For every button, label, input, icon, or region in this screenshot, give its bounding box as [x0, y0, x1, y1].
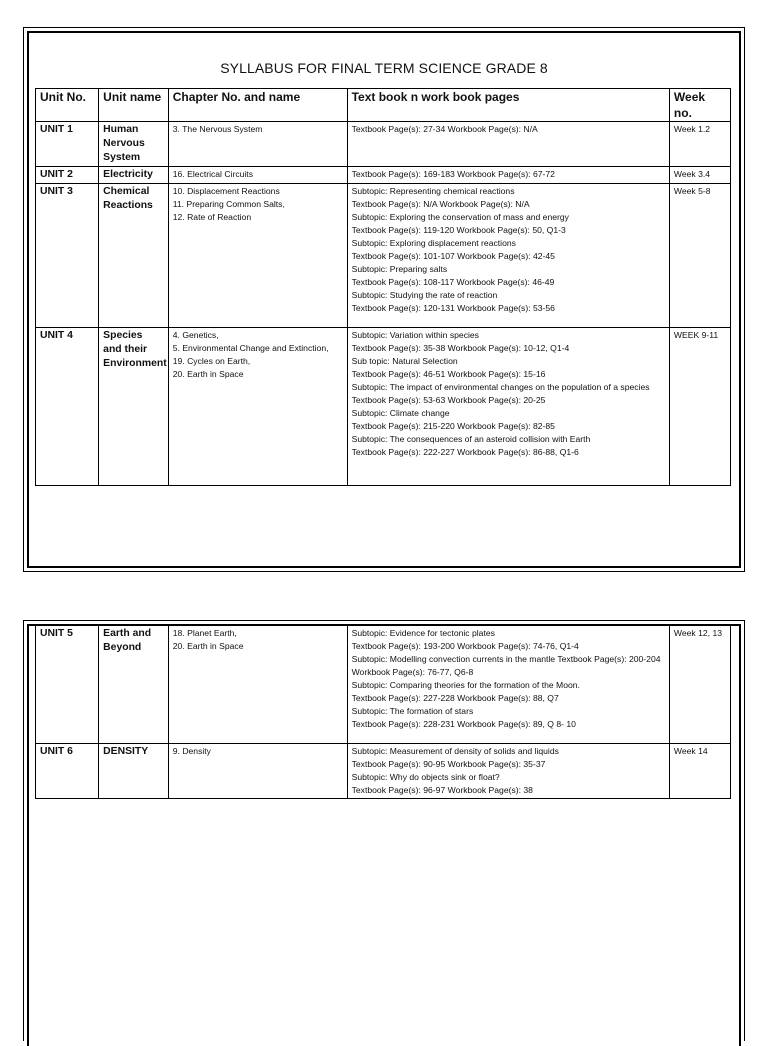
unit-no: UNIT 4	[36, 328, 99, 486]
pages-cell	[347, 122, 669, 167]
pages-cell	[347, 167, 669, 184]
pages-line: Textbook Page(s): 27-34 Workbook Page(s): N/A	[351, 124, 538, 134]
pages-line: Subtopic: Climate change	[351, 408, 450, 418]
unit-no: UNIT 5	[36, 626, 99, 744]
unit-name: Species and their Environment	[99, 328, 169, 486]
unit-name: Electricity	[99, 167, 169, 184]
syllabus-table-page-1	[35, 88, 731, 486]
pages-line: Textbook Page(s): 53-63 Workbook Page(s): 20-25	[351, 395, 546, 405]
table-header-row	[36, 89, 731, 122]
chapter-line: 18. Planet Earth,	[172, 628, 237, 638]
document-title: SYLLABUS FOR FINAL TERM SCIENCE GRADE 8	[220, 60, 548, 76]
pages-line: Textbook Page(s): 46-51 Workbook Page(s): 15-16	[351, 369, 546, 379]
pages-line: Subtopic: Modelling convection currents in the mantle Textbook Page(s): 200-204 Workbook Page(s): 76-77, Q6-8	[351, 654, 661, 677]
header-chapter: Chapter No. and name	[168, 89, 347, 122]
table-row	[36, 626, 731, 744]
pages-line: Textbook Page(s): 35-38 Workbook Page(s): 10-12, Q1-4	[351, 343, 570, 353]
week-cell: Week 14	[669, 744, 730, 799]
pages-line: Textbook Page(s): 193-200 Workbook Page(s): 74-76, Q1-4	[351, 641, 579, 651]
chapter-line: 10. Displacement Reactions	[172, 186, 280, 196]
pages-line: Subtopic: Exploring displacement reactions	[351, 238, 516, 248]
unit-name: DENSITY	[99, 744, 169, 799]
unit-no: UNIT 1	[36, 122, 99, 167]
chapter-line: 5. Environmental Change and Extinction,	[172, 343, 329, 353]
table-row	[36, 167, 731, 184]
chapter-cell	[168, 122, 347, 167]
chapter-cell	[168, 744, 347, 799]
table-row	[36, 328, 731, 486]
pages-line: Subtopic: Comparing theories for the formation of the Moon.	[351, 680, 580, 690]
syllabus-table-page-2	[35, 625, 731, 799]
pages-line: Textbook Page(s): N/A Workbook Page(s): N/A	[351, 199, 530, 209]
unit-name: Earth and Beyond	[99, 626, 169, 744]
pages-line: Subtopic: Representing chemical reactions	[351, 186, 515, 196]
pages-line: Subtopic: The impact of environmental changes on the population of a species	[351, 382, 650, 392]
week-cell: Week 1.2	[669, 122, 730, 167]
header-week: Week no.	[669, 89, 730, 122]
pages-cell	[347, 184, 669, 328]
chapter-line: 12. Rate of Reaction	[172, 212, 252, 222]
week-cell: Week 3.4	[669, 167, 730, 184]
chapter-line: 19. Cycles on Earth,	[172, 356, 251, 366]
pages-line: Textbook Page(s): 120-131 Workbook Page(s): 53-56	[351, 303, 555, 313]
pages-cell	[347, 626, 669, 744]
chapter-line: 3. The Nervous System	[172, 124, 263, 134]
pages-line: Subtopic: Measurement of density of solids and liquids	[351, 746, 559, 756]
pages-line: Textbook Page(s): 90-95 Workbook Page(s): 35-37	[351, 759, 546, 769]
unit-name: Chemical Reactions	[99, 184, 169, 328]
header-unit-name: Unit name	[99, 89, 169, 122]
chapter-line: 20. Earth in Space	[172, 369, 244, 379]
week-cell: Week 12, 13	[669, 626, 730, 744]
pages-line: Textbook Page(s): 227-228 Workbook Page(s): 88, Q7	[351, 693, 559, 703]
pages-line: Textbook Page(s): 215-220 Workbook Page(s): 82-85	[351, 421, 555, 431]
chapter-cell	[168, 626, 347, 744]
table-row	[36, 122, 731, 167]
pages-line: Textbook Page(s): 108-117 Workbook Page(s): 46-49	[351, 277, 555, 287]
unit-no: UNIT 6	[36, 744, 99, 799]
week-cell: Week 5-8	[669, 184, 730, 328]
pages-line: Textbook Page(s): 119-120 Workbook Page(s): 50, Q1-3	[351, 225, 566, 235]
pages-line: Textbook Page(s): 169-183 Workbook Page(s): 67-72	[351, 169, 555, 179]
header-unit-no: Unit No.	[36, 89, 99, 122]
pages-line: Subtopic: Exploring the conservation of mass and energy	[351, 212, 569, 222]
chapter-cell	[168, 167, 347, 184]
pages-line: Subtopic: Preparing salts	[351, 264, 448, 274]
chapter-line: 11. Preparing Common Salts,	[172, 199, 285, 209]
pages-line: Textbook Page(s): 222-227 Workbook Page(s): 86-88, Q1-6	[351, 447, 579, 457]
week-cell: WEEK 9-11	[669, 328, 730, 486]
unit-name: Human Nervous System	[99, 122, 169, 167]
pages-line: Textbook Page(s): 228-231 Workbook Page(s): 89, Q 8- 10	[351, 719, 576, 729]
chapter-line: 16. Electrical Circuits	[172, 169, 253, 179]
table-row	[36, 744, 731, 799]
pages-line: Subtopic: The consequences of an asteroid collision with Earth	[351, 434, 591, 444]
pages-line: Subtopic: The formation of stars	[351, 706, 474, 716]
pages-line: Subtopic: Variation within species	[351, 330, 479, 340]
header-pages: Text book n work book pages	[347, 89, 669, 122]
pages-line: Subtopic: Why do objects sink or float?	[351, 772, 500, 782]
unit-no: UNIT 3	[36, 184, 99, 328]
pages-cell	[347, 328, 669, 486]
pages-line: Subtopic: Evidence for tectonic plates	[351, 628, 495, 638]
pages-line: Sub topic: Natural Selection	[351, 356, 458, 366]
pages-cell	[347, 744, 669, 799]
chapter-line: 4. Genetics,	[172, 330, 219, 340]
pages-line: Textbook Page(s): 96-97 Workbook Page(s): 38	[351, 785, 533, 795]
unit-no: UNIT 2	[36, 167, 99, 184]
pages-line: Subtopic: Studying the rate of reaction	[351, 290, 498, 300]
pages-line: Textbook Page(s): 101-107 Workbook Page(s): 42-45	[351, 251, 555, 261]
chapter-line: 20. Earth in Space	[172, 641, 244, 651]
chapter-line: 9. Density	[172, 746, 211, 756]
table-row	[36, 184, 731, 328]
chapter-cell	[168, 184, 347, 328]
chapter-cell	[168, 328, 347, 486]
